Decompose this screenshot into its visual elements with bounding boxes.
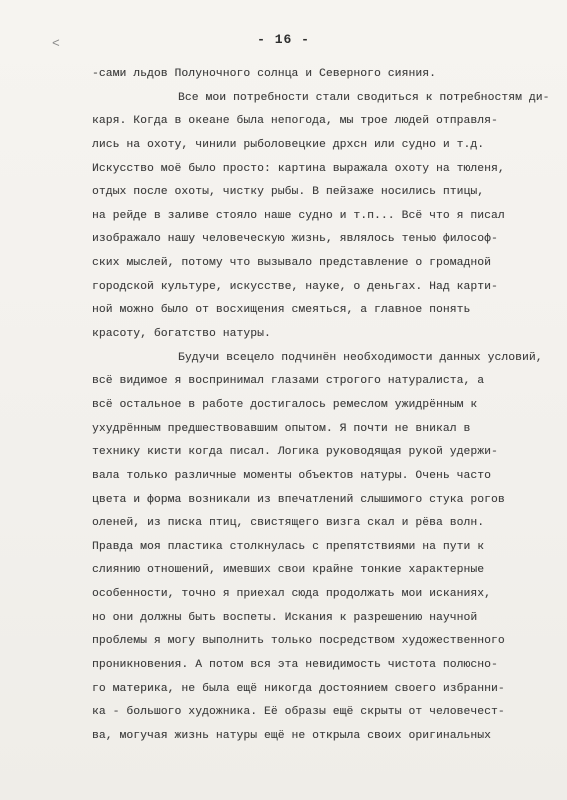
text-line: цвета и форма возникали из впечатлений слышимого стука рогов bbox=[92, 493, 505, 506]
text-line: ной можно было от восхищения смеяться, а главное понять bbox=[92, 304, 471, 317]
text-line: -сами льдов Полуночного солнца и Северного сияния. bbox=[92, 68, 436, 80]
text-line: слиянию отношений, имевших свои крайне тонкие характерные bbox=[92, 564, 485, 577]
text-line: всё видимое я воспринимал глазами строгого натуралиста, а bbox=[92, 375, 485, 388]
text-line: на рейде в заливе стояло наше судно и т.п... Всё что я писал bbox=[92, 209, 505, 222]
text-line: Искусство моё было просто: картина выражала охоту на тюленя, bbox=[92, 162, 505, 175]
body-text bbox=[92, 63, 562, 749]
text-line: технику кисти когда писал. Логика руководящая рукой удержи- bbox=[92, 446, 498, 459]
text-line: особенности, точно я приехал сюда продолжать мои исканиях, bbox=[92, 588, 491, 601]
text-line: изображало нашу человеческую жизнь, являлось тенью философ- bbox=[92, 233, 498, 246]
text-line: ва, могучая жизнь натуры ещё не открыла своих оригинальных bbox=[92, 729, 491, 742]
text-line: ка - большого художника. Её образы ещё скрыты от человечест- bbox=[92, 706, 505, 719]
text-line: лись на охоту, чинили рыболовецкие дрхсн или судно и т.д. bbox=[92, 138, 485, 151]
text-line: городской культуре, искусстве, науке, о деньгах. Над карти- bbox=[92, 280, 498, 293]
text-line: Будучи всецело подчинён необходимости данных условий, bbox=[178, 351, 543, 364]
text-line: вала только различные моменты объектов натуры. Очень часто bbox=[92, 469, 491, 482]
text-line: отдых после охоты, чистку рыбы. В пейзаже носились птицы, bbox=[92, 186, 485, 199]
text-line: Правда моя пластика столкнулась с препятствиями на пути к bbox=[92, 540, 485, 553]
text-line: ухудрённым предшествовавшим опытом. Я почти не вникал в bbox=[92, 422, 471, 435]
text-line: Все мои потребности стали сводиться к потребностям ди- bbox=[178, 91, 550, 104]
text-line: всё остальное в работе достигалось ремеслом ужидрённым к bbox=[92, 398, 478, 411]
text-line: оленей, из писка птиц, свистящего визга скал и рёва волн. bbox=[92, 517, 485, 530]
margin-mark: < bbox=[52, 36, 60, 51]
text-line: красоту, богатство натуры. bbox=[92, 328, 271, 341]
text-line: проблемы я могу выполнить только посредством художественного bbox=[92, 635, 505, 648]
text-line: го материка, не была ещё никогда достоянием своего избранни- bbox=[92, 682, 505, 695]
text-line: каря. Когда в океане была непогода, мы трое людей отправля- bbox=[92, 115, 498, 128]
text-line: проникновения. А потом вся эта невидимость чистота полюсно- bbox=[92, 659, 498, 672]
text-line: но они должны быть воспеты. Искания к разрешению научной bbox=[92, 611, 478, 624]
page-number: - 16 - bbox=[257, 32, 310, 47]
text-line: ских мыслей, потому что вызывало представление о громадной bbox=[92, 257, 491, 270]
